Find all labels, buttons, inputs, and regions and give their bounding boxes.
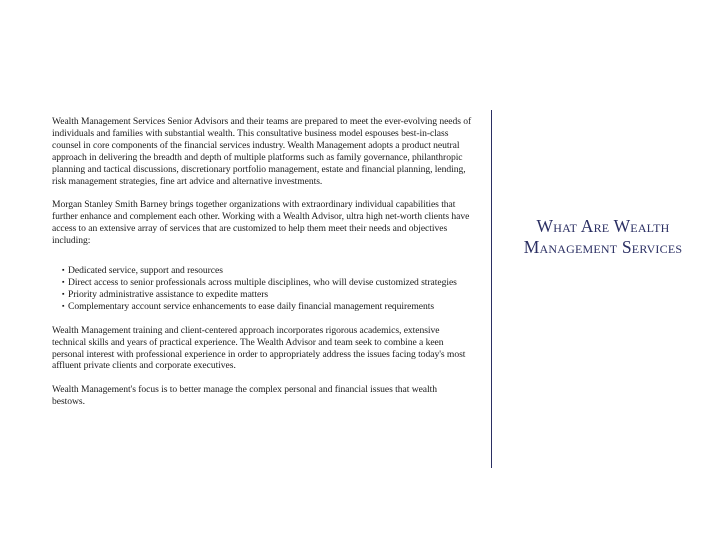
vertical-divider — [491, 110, 492, 468]
bullet-item: ▪ Complementary account service enhancements to ease daily financial management requirements — [62, 301, 472, 313]
paragraph-intro: Wealth Management Services Senior Advisors and their teams are prepared to meet the ever-evolving needs of individuals and families with substantial wealth. This consultative business model espouses best-in-class counsel in core components of the financial services industry. Wealth Management adopts a product neutral approach in delivering the breadth and depth of multiple platforms such as family governance, philanthropic planning and tactical discussions, discretionary portfolio management, estate and financial planning, lending, risk management strategies, fine art advice and alternative investments. — [52, 116, 472, 187]
main-text-body — [52, 116, 472, 420]
bullet-item: ▪ Dedicated service, support and resources — [62, 265, 472, 277]
section-title: What Are Wealth Management Services — [523, 216, 683, 257]
paragraph-capabilities: Morgan Stanley Smith Barney brings together organizations with extraordinary individual capabilities that further enhance and complement each other. Working with a Wealth Advisor, ultra high net-worth clients have access to an extensive array of services that are customized to help them meet their needs and objectives including: — [52, 199, 470, 247]
bullet-item: ▪ Direct access to senior professionals across multiple disciplines, who will devise customized strategies — [62, 277, 472, 289]
paragraph-focus: Wealth Management's focus is to better manage the complex personal and financial issues that wealth bestows. — [52, 384, 437, 408]
bullet-item: ▪ Priority administrative assistance to expedite matters — [62, 289, 472, 301]
services-bullet-list — [62, 265, 472, 313]
paragraph-training: Wealth Management training and client-centered approach incorporates rigorous academics, extensive technical skills and years of practical experience. The Wealth Advisor and team seek to combine a keen personal interest with professional experience in order to appropriately address the issues facing today's most affluent private clients and corporate executives. — [52, 324, 466, 372]
